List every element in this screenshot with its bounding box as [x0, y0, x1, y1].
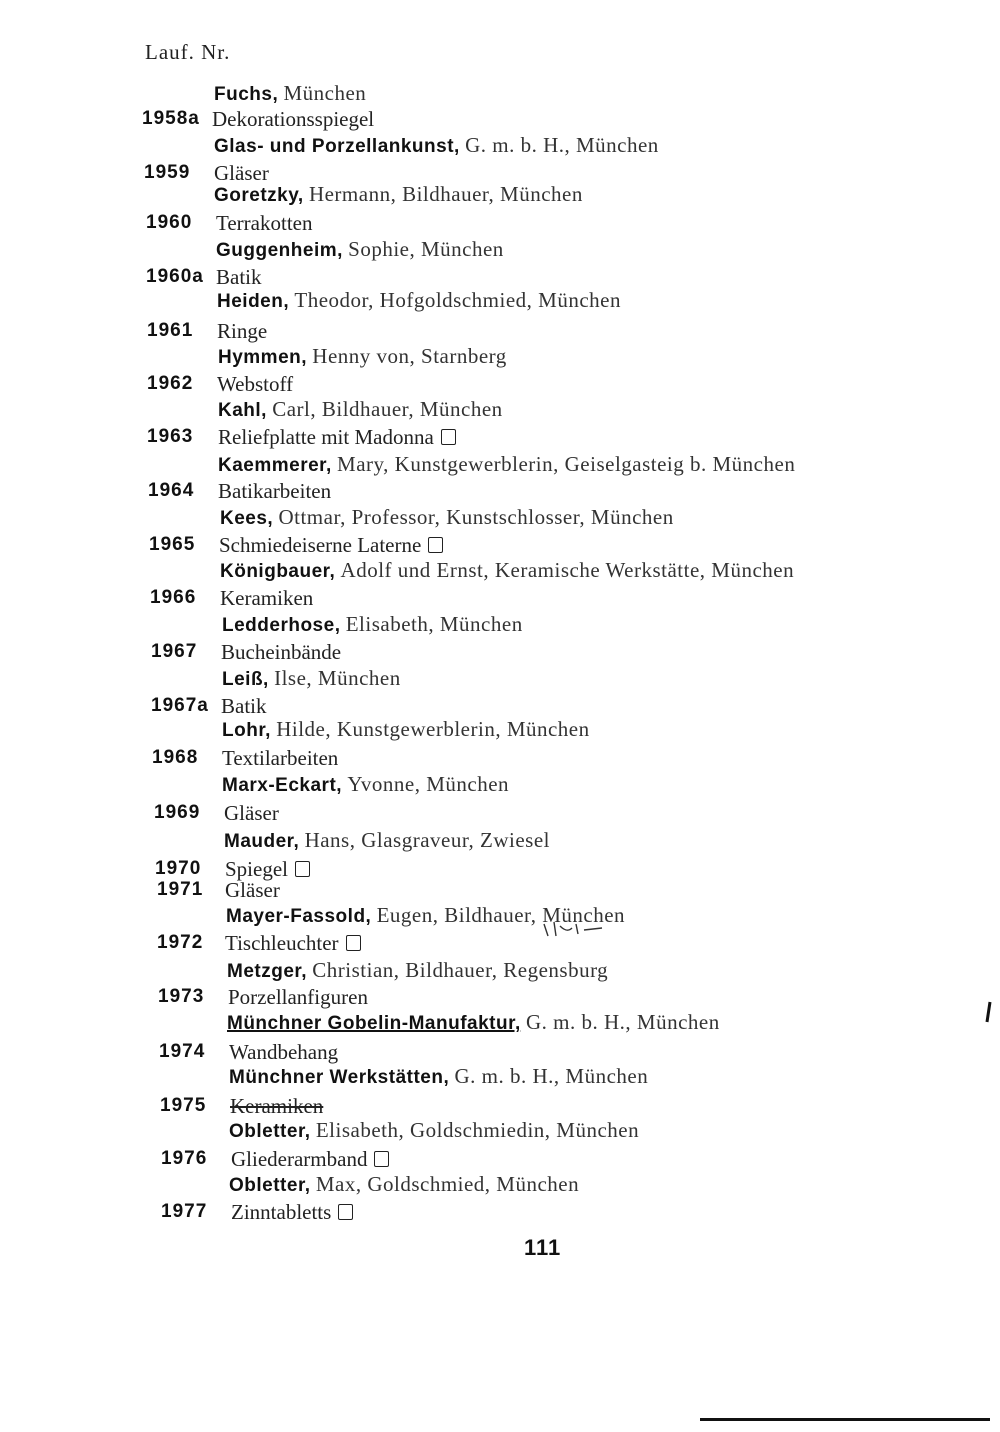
entry-title-text: Gliederarmband [231, 1147, 368, 1171]
checkbox-icon [338, 1204, 353, 1220]
entry-title: Webstoff [217, 372, 294, 396]
maker-line [218, 343, 507, 369]
checkbox-icon [428, 537, 443, 553]
entry-title [231, 1199, 353, 1225]
entry-number: 1963 [147, 426, 194, 447]
maker-name: Münchner Gobelin-Manufaktur, [227, 1013, 521, 1034]
entry-title: Batik [216, 265, 262, 289]
maker-detail: Sophie, München [348, 237, 504, 261]
maker-detail: Eugen, Bildhauer, München [376, 903, 626, 927]
maker-detail: Ottmar, Professor, Kunstschlosser, München [278, 505, 674, 529]
maker-line [229, 1063, 648, 1089]
entry-title: Bucheinbände [221, 640, 342, 664]
maker-detail: Adolf und Ernst, Keramische Werkstätte, München [340, 558, 795, 582]
entry-title [219, 532, 443, 558]
maker-name: Mayer-Fassold, [226, 906, 372, 927]
maker-detail: G. m. b. H., München [525, 1010, 720, 1034]
maker-name: Kaemmerer, [218, 455, 332, 476]
maker-line [227, 1009, 720, 1035]
checkbox-icon [295, 861, 310, 877]
entry-number: 1959 [144, 162, 191, 183]
maker-line [224, 827, 550, 853]
entry-title: Porzellanfiguren [228, 985, 368, 1009]
entry-number: 1975 [160, 1095, 207, 1116]
entry-number: 1965 [149, 534, 196, 555]
maker-line [218, 396, 503, 422]
maker-detail: G. m. b. H., München [465, 133, 659, 157]
entry-line [154, 800, 554, 826]
entry-title [225, 930, 361, 956]
maker-line [222, 716, 590, 742]
entry-number: 1972 [157, 932, 204, 953]
entry-number: 1974 [159, 1041, 206, 1062]
entry-line [151, 693, 551, 719]
maker-name: Ledderhose, [222, 615, 341, 636]
maker-name: Goretzky, [214, 185, 304, 206]
entry-number: 1969 [154, 802, 201, 823]
entry-number: 1960 [146, 212, 193, 233]
entry-number: 1970 [155, 858, 202, 879]
entry-line [161, 1146, 561, 1172]
entry-number: 1964 [148, 480, 195, 501]
maker-detail: Elisabeth, Goldschmiedin, München [315, 1118, 640, 1142]
maker-name: Kahl, [218, 400, 267, 421]
maker-detail: Ilse, München [274, 666, 401, 690]
entry-line [146, 210, 546, 236]
maker-name: Guggenheim, [216, 240, 343, 261]
entry-title-text: Zinntabletts [231, 1200, 332, 1224]
maker-detail: Hilde, Kunstgewerblerin, München [276, 717, 590, 741]
entry-line [151, 639, 551, 665]
entry-title: Keramiken [220, 586, 314, 610]
entry-number: 1962 [147, 373, 194, 394]
maker-detail: Hans, Glasgraveur, Zwiesel [304, 828, 550, 852]
entry-line [152, 745, 552, 771]
column-header: Lauf. Nr. [145, 40, 231, 64]
entry-number: 1977 [161, 1201, 208, 1222]
maker-line [222, 665, 401, 691]
maker-detail: Carl, Bildhauer, München [272, 397, 503, 421]
bottom-edge-line [700, 1418, 990, 1421]
entry-line [150, 585, 550, 611]
maker-line [220, 504, 674, 530]
maker-name: Mauder, [224, 831, 300, 852]
entry-line [142, 106, 542, 132]
entry-title-text: Reliefplatte mit Madonna [218, 425, 434, 449]
maker-detail: Christian, Bildhauer, Regensburg [312, 958, 609, 982]
maker-name: Hymmen, [218, 347, 308, 368]
checkbox-icon [441, 429, 456, 445]
entry-line [160, 1093, 560, 1119]
entry-number: 1971 [157, 879, 204, 900]
entry-line [149, 532, 599, 558]
entry-number: 1967a [151, 695, 209, 716]
entry-line [146, 264, 546, 290]
maker-name: Leiß, [222, 669, 269, 690]
entry-number: 1960a [146, 266, 204, 287]
maker-detail: Henny von, Starnberg [312, 344, 507, 368]
entry-line [161, 1199, 561, 1225]
maker-detail: Yvonne, München [347, 772, 510, 796]
checkbox-icon [374, 1151, 389, 1167]
entry-title: Batik [221, 694, 267, 718]
maker-detail: Elisabeth, München [345, 612, 523, 636]
entry-number: 1958a [142, 108, 200, 129]
entry-number: 1973 [158, 986, 205, 1007]
maker-line [222, 771, 509, 797]
entry-line [144, 160, 544, 186]
maker-line [214, 80, 366, 106]
maker-line [214, 132, 659, 158]
checkbox-icon [346, 935, 361, 951]
entry-title: Gläser [225, 878, 280, 902]
maker-detail: Mary, Kunstgewerblerin, Geiselgasteig b. München [337, 452, 796, 476]
entry-title: Terrakotten [216, 211, 313, 235]
entry-title: Batikarbeiten [218, 479, 332, 503]
entry-line [157, 930, 557, 956]
entry-title [231, 1146, 389, 1172]
entry-title: Keramiken [230, 1094, 324, 1118]
maker-line [229, 1117, 639, 1143]
entry-number: 1967 [151, 641, 198, 662]
maker-name: Königbauer, [220, 561, 336, 582]
maker-name: Marx-Eckart, [222, 775, 343, 796]
entry-line [158, 984, 558, 1010]
maker-line [222, 611, 523, 637]
maker-name: Kees, [220, 508, 274, 529]
entry-line [157, 877, 557, 903]
entry-number: 1976 [161, 1148, 208, 1169]
maker-line [216, 236, 504, 262]
maker-name: Heiden, [217, 291, 290, 312]
entry-line [147, 424, 597, 450]
entry-line [147, 318, 547, 344]
entry-number: 1968 [152, 747, 199, 768]
maker-name: Obletter, [229, 1175, 311, 1196]
maker-name: Fuchs, [214, 84, 279, 105]
entry-title-text: Schmiedeiserne Laterne [219, 533, 422, 557]
maker-name: Lohr, [222, 720, 271, 741]
entry-line [148, 478, 548, 504]
entry-title-text: Spiegel [225, 857, 288, 881]
entry-title [218, 424, 456, 450]
page-number: 111 [524, 1235, 562, 1260]
maker-detail: Hermann, Bildhauer, München [308, 182, 583, 206]
entry-title: Ringe [217, 319, 268, 343]
maker-detail: Max, Goldschmied, München [315, 1172, 580, 1196]
maker-line [218, 451, 795, 477]
margin-mark-icon [984, 1000, 994, 1026]
entry-title: Textilarbeiten [222, 746, 339, 770]
entry-line [147, 371, 547, 397]
maker-detail: Theodor, Hofgoldschmied, München [294, 288, 621, 312]
maker-detail: G. m. b. H., München [454, 1064, 649, 1088]
entry-title: Gläser [224, 801, 279, 825]
entry-title: Wandbehang [229, 1040, 339, 1064]
maker-name: Glas- und Porzellankunst, [214, 136, 460, 157]
entry-line [159, 1039, 559, 1065]
maker-line [220, 557, 794, 583]
entry-title: Gläser [214, 161, 269, 185]
maker-name: Münchner Werkstätten, [229, 1067, 450, 1088]
entry-number: 1966 [150, 587, 197, 608]
maker-detail: München [283, 81, 367, 105]
entry-number: 1961 [147, 320, 194, 341]
pencil-mark-icon [540, 918, 610, 940]
maker-name: Obletter, [229, 1121, 311, 1142]
maker-name: Metzger, [227, 961, 308, 982]
entry-title-text: Tischleuchter [225, 931, 339, 955]
maker-line [227, 957, 608, 983]
maker-line [217, 287, 621, 313]
maker-line [229, 1171, 579, 1197]
entry-title: Dekorationsspiegel [212, 107, 375, 131]
